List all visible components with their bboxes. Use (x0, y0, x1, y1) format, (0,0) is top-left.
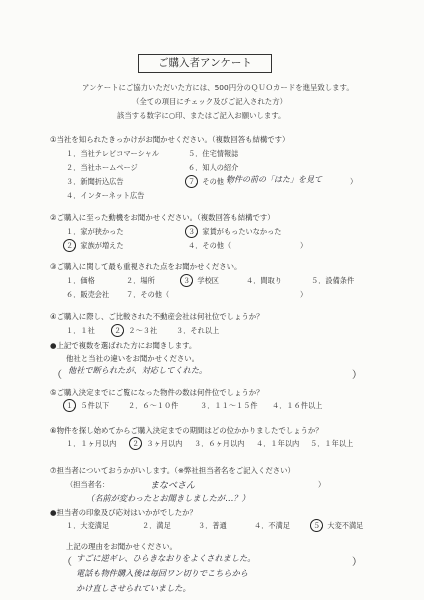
q1-option-2[interactable]: ２．当社ホームページ (66, 163, 138, 172)
intro-line-1: アンケートにご協力いただいた方には、500円分のＱＵＯカードを進呈致します。 (82, 83, 354, 92)
q1-question: ①当社を知られたきっかけがお聞かせください。（複数回答も結構です） (50, 135, 290, 144)
q1-option-4[interactable]: ４．インターネット広告 (66, 191, 145, 200)
q1-close-paren: ） (350, 177, 358, 186)
q4-note-2: 他社と当社の違いをお聞かせください。 (66, 354, 200, 363)
q7-name-label: （担当者名： (66, 480, 110, 489)
q7-note-answer: （名前が変わったとお聞きしましたが…？） (86, 493, 250, 503)
q1-option-3[interactable]: ３．新聞折込広告 (66, 177, 124, 186)
q7-reason-line-1: すごに逆ギレ、ひらきなおりをよくされました。 (76, 553, 256, 563)
q2-option-3[interactable]: ３．家賃がもったいなかった (188, 227, 282, 236)
q6-option-1[interactable]: １．１ヶ月以内 (66, 439, 117, 448)
q3-option-3[interactable]: ３．学校区 (183, 276, 219, 285)
q3-question: ③ご購入に関して最も重視された点をお聞かせください。 (50, 262, 242, 271)
q6-option-2[interactable]: ２．３ヶ月以内 (132, 439, 183, 448)
q3-close-paren: ） (300, 290, 308, 299)
q3-option-7[interactable]: ７．その他（ (126, 290, 170, 299)
q5-option-2[interactable]: ２．６〜１０件 (128, 401, 179, 410)
answer-circle-mark (111, 324, 124, 337)
answer-circle-mark (185, 225, 198, 238)
q7-rating-2[interactable]: ２．満足 (142, 521, 171, 530)
q4-note-1: ●上記で複数を選ばれた方にお聞きします。 (50, 341, 197, 350)
q1-option-5[interactable]: ５．住宅情報誌 (188, 149, 239, 158)
q3-option-1[interactable]: １．価格 (66, 276, 95, 285)
q2-option-4[interactable]: ４．その他（ (188, 241, 232, 250)
answer-circle-mark (129, 437, 142, 450)
q2-question: ②ご購入に至った動機をお聞かせください。（複数回答も結構です） (50, 213, 275, 222)
intro-line-2: （全ての項目にチェック及びご記入された方） (132, 97, 287, 106)
q5-option-1[interactable]: １．５件以下 (66, 401, 110, 410)
q7-name-answer: まなべさん (150, 481, 196, 491)
q7-question: ⑦担当者についておうかがいします。（※弊社担当者名をご記入ください） (50, 466, 295, 475)
q1-option-7[interactable]: ７．その他（ (188, 177, 232, 186)
q4-close-paren: ） (352, 370, 362, 381)
q7-name-close: ） (318, 480, 326, 489)
intro-line-3: 該当する数字に○印、またはご記入お願いします。 (117, 111, 286, 120)
answer-circle-mark (180, 274, 193, 287)
q6-option-5[interactable]: ５．１年以上 (310, 439, 354, 448)
q4-option-3[interactable]: ３．それ以上 (176, 326, 220, 335)
q6-option-3[interactable]: ３．６ヶ月以内 (194, 439, 245, 448)
answer-circle-mark (63, 239, 76, 252)
q1-option-6[interactable]: ６．知人の紹介 (188, 163, 239, 172)
q7-rating-4[interactable]: ４．不満足 (254, 521, 290, 530)
q7-rating-5[interactable]: ５．大変不満足 (313, 521, 364, 530)
q7-reason-open: （ (62, 557, 72, 568)
q1-option-1[interactable]: １．当社テレビコマーシャル (66, 149, 160, 158)
q6-question: ⑥物件を探し始めてからご購入決定までの期間はどの位かかりましたでしょうか？ (50, 426, 323, 435)
q4-option-1[interactable]: １．１社 (66, 326, 95, 335)
q7-rating-label: ●担当者の印象及び応対はいかがでしたか？ (50, 508, 197, 517)
q2-close-paren: ） (300, 241, 308, 250)
q7-rating-1[interactable]: １．大変満足 (66, 521, 110, 530)
q5-question: ⑤ご購入決定までにご覧になった物件の数は何件位でしょうか？ (50, 388, 264, 397)
answer-circle-mark (185, 175, 198, 188)
q7-reason-close: ） (352, 557, 362, 568)
q7-rating-3[interactable]: ３．普通 (198, 521, 227, 530)
q4-open-paren: （ (52, 370, 62, 381)
q7-reason-label: 上記の理由をお聞かせください。 (66, 542, 177, 551)
q7-reason-line-2: 電話も物件購入後は毎回ワン切りでこちらから (76, 568, 248, 578)
survey-title: ご購入者アンケート (138, 54, 272, 73)
answer-circle-mark (310, 519, 323, 532)
q4-question: ④ご購入に際し、ご比較された不動産会社は何社位でしょうか？ (50, 312, 264, 321)
answer-circle-mark (63, 399, 76, 412)
q4-option-2[interactable]: ２．２〜３社 (114, 326, 158, 335)
q3-option-5[interactable]: ５．設備条件 (311, 276, 355, 285)
q3-option-4[interactable]: ４．間取り (246, 276, 282, 285)
q2-option-1[interactable]: １．家が狭かった (66, 227, 124, 236)
q7-reason-line-3: かけ直しさせられていました。 (76, 583, 191, 593)
q5-option-4[interactable]: ４．１６件以上 (272, 401, 323, 410)
q6-option-4[interactable]: ４．１年以内 (256, 439, 300, 448)
q1-other-answer: 物件の前の「はた」を見て (226, 175, 322, 184)
q3-option-2[interactable]: ２．場所 (126, 276, 155, 285)
q3-option-6[interactable]: ６．販売会社 (66, 290, 110, 299)
q4-answer: 他社で断られたが、対応してくれた。 (68, 365, 208, 375)
q5-option-3[interactable]: ３．１１〜１５件 (200, 401, 258, 410)
q2-option-2[interactable]: ２．家族が増えた (66, 241, 124, 250)
